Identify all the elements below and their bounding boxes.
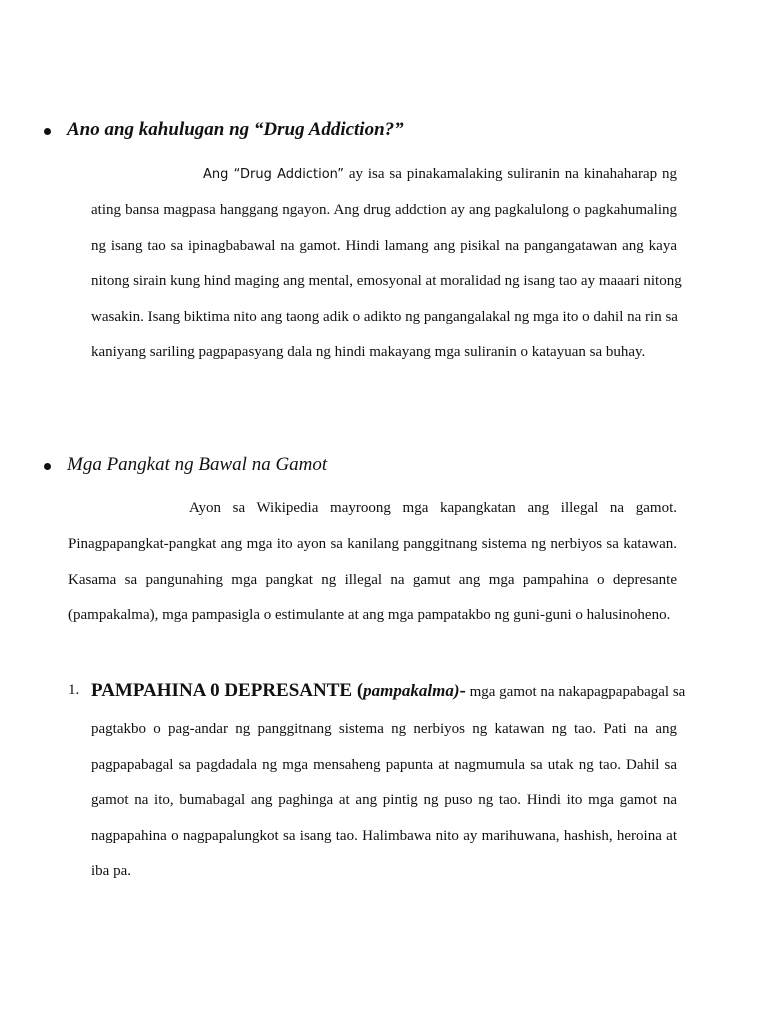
paragraph-line: wasakin. Isang biktima nito ang taong adik o adikto ng pangangalakal ng mga ito o dahil na rin sa <box>91 309 678 325</box>
paragraph-line: kaniyang sariling pagpapasyang dala ng hindi makayang mga suliranin o katayuan sa buhay. <box>91 344 646 360</box>
paragraph-line: Ayon sa Wikipedia mayroong mga kapangkatan ang illegal na gamot. <box>189 500 677 516</box>
paragraph-line: Kasama sa pangunahing mga pangkat ng illegal na gamut ang mga pampahina o depresante <box>68 572 677 588</box>
paragraph-line: gamot na ito, bumabagal ang paghinga at ang pintig ng puso ng tao. Hindi ito mga gamot na <box>91 792 677 808</box>
line-text: mga gamot na nakapagpapabagal sa <box>465 684 686 700</box>
list-item-first-line <box>91 680 686 703</box>
bullet-icon <box>44 461 54 471</box>
paragraph-line: nagpapahina o nagpapalungkot sa isang tao. Halimbawa nito ay marihuwana, hashish, heroina at <box>91 828 677 844</box>
list-item-title-italic: pampakalma) <box>363 681 460 700</box>
paragraph-line: (pampakalma), mga pampasigla o estimulante at ang mga pampatakbo ng guni-guni o halusinoheno. <box>68 607 671 623</box>
title-dash: - <box>459 680 466 701</box>
paragraph-line: iba pa. <box>91 863 131 879</box>
paragraph-line: Pinagpapangkat-pangkat ang mga ito ayon sa kanilang panggitnang sistema ng nerbiyos sa katawan. <box>68 536 677 552</box>
list-item-title: PAMPAHINA 0 DEPRESANTE ( <box>91 680 364 701</box>
quoted-term: Ang “Drug Addiction” <box>203 167 344 182</box>
section-heading: Ano ang kahulugan ng “Drug Addiction?” <box>67 119 404 140</box>
bullet-icon <box>44 126 54 136</box>
list-number: 1. <box>68 682 80 698</box>
line-text: ay isa sa pinakamalaking suliranin na kinahaharap ng <box>343 166 677 182</box>
paragraph-line: ng isang tao sa ipinagbabawal na gamot. Hindi lamang ang pisikal na pangangatawan ang kaya <box>91 238 677 254</box>
section-heading: Mga Pangkat ng Bawal na Gamot <box>67 454 328 475</box>
paragraph-line: ating bansa magpasa hanggang ngayon. Ang drug addction ay ang pagkalulong o pagkahumaling <box>91 202 677 218</box>
paragraph-line: pagtakbo o pag-andar ng panggitnang sistema ng nerbiyos ng katawan ng tao. Pati na ang <box>91 721 677 737</box>
paragraph-line: nitong sirain kung hind maging ang mental, emosyonal at moralidad ng isang tao ay maaari nitong <box>91 273 682 289</box>
paragraph-line <box>203 165 677 184</box>
paragraph-line: pagpapabagal sa pagdadala ng mga mensaheng papunta at nagmumula sa utak ng tao. Dahil sa <box>91 757 677 773</box>
